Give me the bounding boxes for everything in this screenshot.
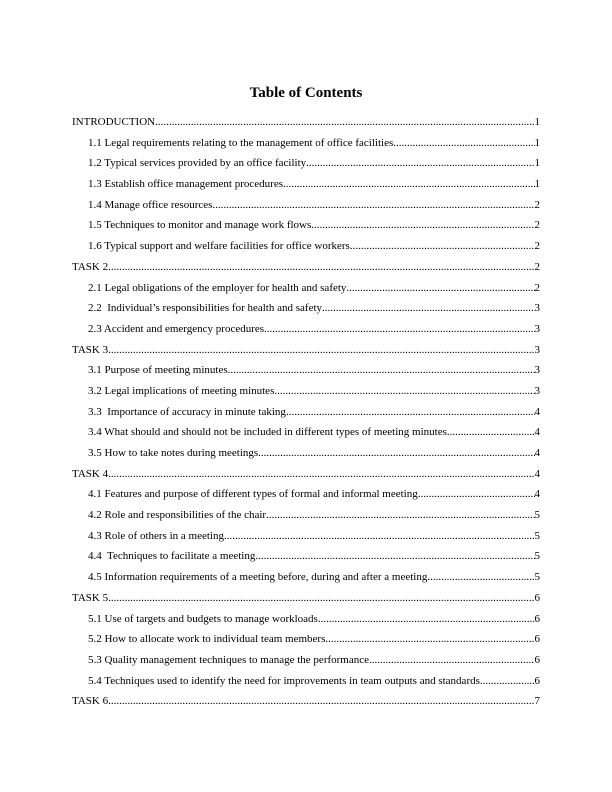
- toc-subsection-entry[interactable]: [0, 360, 612, 381]
- toc-entry-text: 5.3 Quality management techniques to manage the performance: [88, 653, 370, 666]
- toc-page-number: 6: [534, 633, 540, 646]
- toc-page-number: 4: [534, 488, 540, 501]
- toc-entry-text: 3.3 Importance of accuracy in minute taking: [88, 405, 286, 418]
- toc-page-number: 1: [534, 178, 540, 191]
- toc-page-number: 4: [534, 447, 540, 459]
- toc-dot-leader: [286, 405, 535, 419]
- toc-entry-text: INTRODUCTION: [72, 116, 156, 128]
- toc-dot-leader: [322, 301, 534, 315]
- toc-section-entry[interactable]: [0, 691, 612, 712]
- toc-entry-text: 5.4 Techniques used to identify the need for improvements in team outputs and standards: [88, 674, 480, 687]
- toc-subsection-entry[interactable]: [0, 484, 612, 505]
- toc-dot-leader: [480, 674, 535, 688]
- toc-entry-text: 1.6 Typical support and welfare facilities for office workers: [88, 240, 350, 253]
- toc-subsection-entry[interactable]: [0, 526, 612, 547]
- toc-page-number: 1: [534, 136, 540, 149]
- toc-entry-text: 3.4 What should and should not be included in different types of meeting minutes: [88, 426, 447, 439]
- toc-entry-text: 1.4 Manage office resources: [88, 198, 213, 211]
- toc-page-number: 5: [534, 509, 540, 522]
- toc-dot-leader: [418, 487, 535, 501]
- toc-page-number: 5: [534, 550, 540, 563]
- toc-page-number: 1: [534, 116, 540, 128]
- toc-dot-leader: [155, 115, 534, 129]
- toc-entry-text: TASK 2: [72, 260, 109, 273]
- toc-subsection-entry[interactable]: [0, 381, 612, 402]
- toc-section-entry[interactable]: [0, 112, 612, 133]
- toc-subsection-entry[interactable]: [0, 174, 612, 195]
- toc-entry-text: TASK 4: [72, 467, 109, 480]
- toc-page-number: 5: [534, 571, 540, 584]
- toc-page-number: 4: [534, 405, 540, 418]
- toc-subsection-entry[interactable]: [0, 422, 612, 443]
- toc-dot-leader: [318, 612, 535, 626]
- toc-page-number: 6: [534, 674, 540, 687]
- toc-page-number: 3: [534, 302, 540, 315]
- toc-dot-leader: [264, 322, 534, 336]
- toc-page-number: 3: [534, 322, 540, 335]
- toc-subsection-entry[interactable]: [0, 546, 612, 567]
- toc-dot-leader: [283, 177, 535, 191]
- toc-entry-text: 1.1 Legal requirements relating to the management of office facilities: [88, 136, 394, 149]
- toc-list: [0, 112, 612, 712]
- toc-entry-text: 4.1 Features and purpose of different types of formal and informal meeting: [88, 488, 418, 501]
- toc-subsection-entry[interactable]: [0, 133, 612, 154]
- toc-entry-text: 4.5 Information requirements of a meeting before, during and after a meeting: [88, 571, 428, 584]
- toc-entry-text: 5.1 Use of targets and budgets to manage workloads: [88, 612, 318, 625]
- toc-page-number: 3: [534, 364, 540, 377]
- toc-dot-leader: [108, 467, 534, 481]
- toc-title: Table of Contents: [249, 85, 363, 101]
- toc-page-number: 3: [534, 343, 540, 356]
- toc-section-entry[interactable]: [0, 588, 612, 609]
- toc-page-number: 2: [534, 219, 540, 232]
- toc-subsection-entry[interactable]: [0, 629, 612, 650]
- toc-entry-text: 5.2 How to allocate work to individual team members: [88, 633, 326, 646]
- toc-entry-text: 2.2 Individual’s responsibilities for health and safety: [88, 302, 323, 315]
- toc-subsection-entry[interactable]: [0, 505, 612, 526]
- toc-page-number: 6: [534, 612, 540, 625]
- toc-entry-text: TASK 5: [72, 591, 109, 604]
- toc-subsection-entry[interactable]: [0, 236, 612, 257]
- toc-page-number: 6: [534, 591, 540, 604]
- toc-dot-leader: [224, 529, 535, 543]
- toc-dot-leader: [306, 156, 534, 170]
- toc-subsection-entry[interactable]: [0, 195, 612, 216]
- toc-subsection-entry[interactable]: [0, 278, 612, 299]
- toc-subsection-entry[interactable]: [0, 402, 612, 423]
- toc-page-number: 2: [534, 260, 540, 273]
- toc-dot-leader: [108, 343, 534, 357]
- toc-page-number: 5: [534, 529, 540, 542]
- toc-subsection-entry[interactable]: [0, 567, 612, 588]
- toc-section-entry[interactable]: [0, 340, 612, 361]
- toc-dot-leader: [255, 549, 534, 563]
- toc-subsection-entry[interactable]: [0, 319, 612, 340]
- toc-dot-leader: [369, 653, 534, 667]
- toc-entry-text: TASK 6: [72, 695, 109, 708]
- toc-dot-leader: [258, 446, 534, 460]
- toc-dot-leader: [311, 218, 534, 232]
- toc-entry-text: 3.2 Legal implications of meeting minutes: [88, 384, 275, 397]
- toc-dot-leader: [325, 632, 534, 646]
- toc-subsection-entry[interactable]: [0, 298, 612, 319]
- toc-entry-text: 3.5 How to take notes during meetings: [88, 447, 259, 459]
- toc-dot-leader: [266, 508, 534, 522]
- toc-subsection-entry[interactable]: [0, 650, 612, 671]
- toc-entry-text: 2.3 Accident and emergency procedures: [88, 322, 265, 335]
- toc-subsection-entry[interactable]: [0, 443, 612, 464]
- toc-page-number: 2: [534, 281, 540, 294]
- toc-entry-text: 4.4 Techniques to facilitate a meeting: [88, 550, 256, 563]
- toc-subsection-entry[interactable]: [0, 153, 612, 174]
- toc-page-number: 7: [534, 695, 540, 708]
- toc-dot-leader: [427, 570, 534, 584]
- toc-page-number: 3: [534, 384, 540, 397]
- toc-entry-text: 3.1 Purpose of meeting minutes: [88, 364, 228, 377]
- toc-entry-text: 4.3 Role of others in a meeting: [88, 529, 224, 542]
- toc-section-entry[interactable]: [0, 257, 612, 278]
- toc-dot-leader: [228, 363, 535, 377]
- toc-page-number: 1: [534, 157, 540, 170]
- toc-dot-leader: [212, 198, 534, 212]
- toc-entry-text: 1.5 Techniques to monitor and manage work flows: [88, 219, 312, 232]
- toc-page-number: 4: [534, 426, 540, 439]
- toc-entry-text: 1.3 Establish office management procedures: [88, 178, 283, 191]
- toc-entry-text: TASK 3: [72, 343, 109, 356]
- toc-dot-leader: [393, 136, 534, 150]
- toc-subsection-entry[interactable]: [0, 671, 612, 692]
- toc-dot-leader: [108, 694, 534, 708]
- toc-entry-text: 1.2 Typical services provided by an office facility: [88, 157, 307, 170]
- toc-page-number: 2: [534, 198, 540, 211]
- toc-dot-leader: [108, 591, 534, 605]
- toc-dot-leader: [350, 239, 535, 253]
- toc-entry-text: 2.1 Legal obligations of the employer for health and safety: [88, 281, 347, 294]
- toc-section-entry[interactable]: [0, 464, 612, 485]
- toc-dot-leader: [346, 281, 534, 295]
- toc-dot-leader: [108, 260, 534, 274]
- toc-entry-text: 4.2 Role and responsibilities of the chair: [88, 509, 267, 522]
- toc-page-number: 6: [534, 653, 540, 666]
- toc-dot-leader: [274, 384, 534, 398]
- toc-page-number: 4: [534, 467, 540, 480]
- toc-subsection-entry[interactable]: [0, 215, 612, 236]
- toc-dot-leader: [447, 425, 535, 439]
- toc-page-number: 2: [534, 240, 540, 253]
- toc-subsection-entry[interactable]: [0, 609, 612, 630]
